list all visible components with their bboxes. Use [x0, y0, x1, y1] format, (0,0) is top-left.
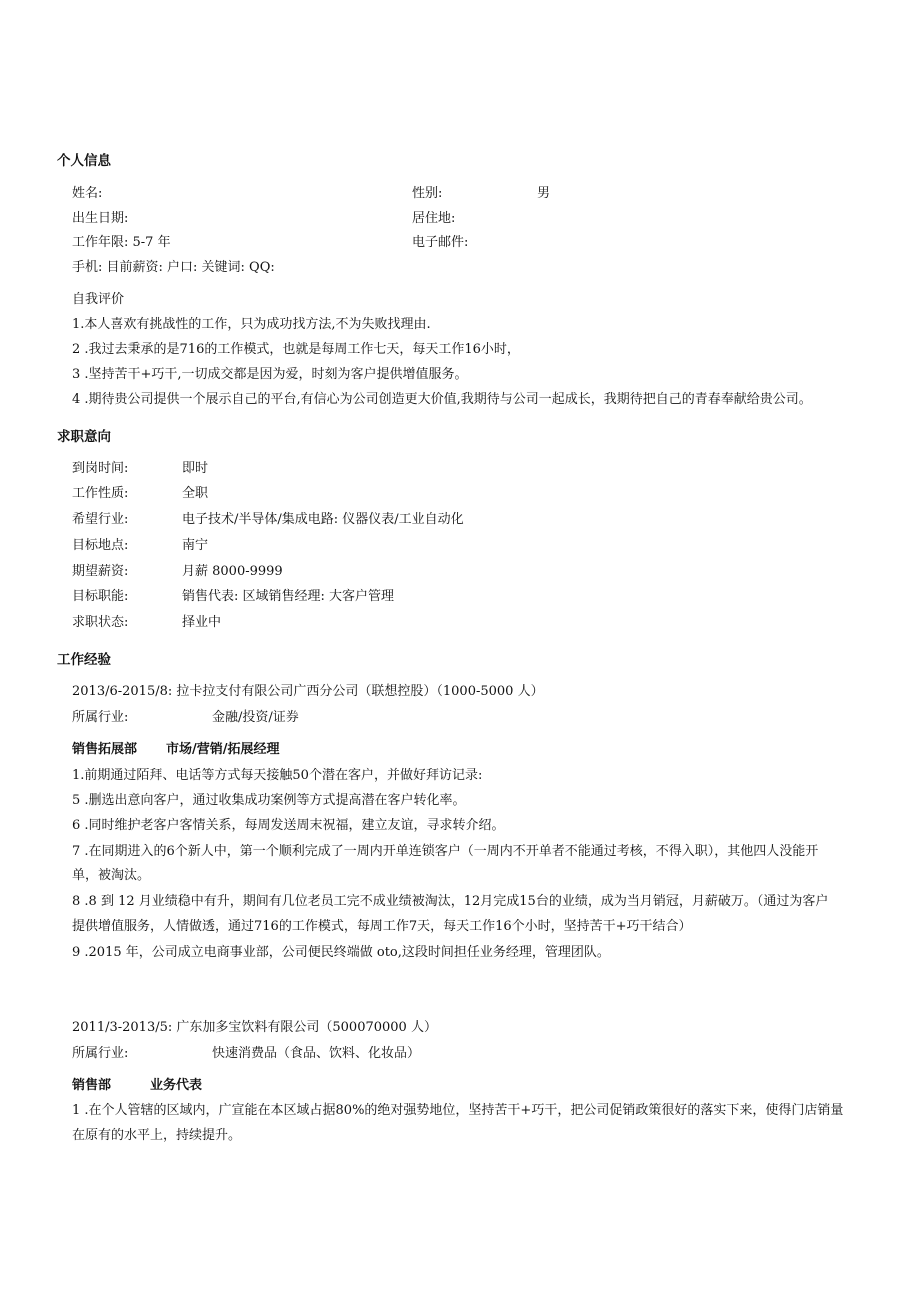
- self-eval-line: 3 .坚持苦干+巧干,一切成交都是因为爱，时刻为客户提供增值服务。: [72, 367, 468, 382]
- section-heading-intention: 求职意向: [57, 429, 111, 445]
- self-eval-line: 4 .期待贵公司提供一个展示自己的平台,有信心为公司创造更大价值,我期待与公司一起成长，我期待把自己的青春奉献给贵公司。: [72, 392, 812, 407]
- contact-line: 手机: 目前薪资: 户口: 关键词: QQ:: [72, 260, 275, 275]
- intention-label: 目标地点:: [72, 538, 129, 553]
- intention-label: 工作性质:: [72, 486, 129, 501]
- intention-label: 求职状态:: [72, 615, 129, 630]
- job1-dept: 销售拓展部: [72, 742, 138, 757]
- intention-value: 南宁: [182, 538, 209, 553]
- intention-value: 择业中: [182, 615, 222, 630]
- job2-dept: 销售部: [72, 1078, 112, 1093]
- gender-value: 男: [537, 186, 551, 201]
- job1-line: 5 .删选出意向客户，通过收集成功案例等方式提高潜在客户转化率。: [72, 793, 466, 808]
- self-eval-heading: 自我评价: [72, 292, 125, 307]
- intention-value: 月薪 8000-9999: [182, 564, 283, 579]
- birth-label: 出生日期:: [72, 211, 129, 226]
- self-eval-line: 1.本人喜欢有挑战性的工作，只为成功找方法,不为失败找理由.: [72, 317, 431, 332]
- intention-value: 销售代表: 区域销售经理: 大客户管理: [182, 589, 395, 604]
- intention-value: 电子技术/半导体/集成电路: 仪器仪表/工业自动化: [182, 512, 464, 527]
- job1-line: 9 .2015 年，公司成立电商事业部，公司便民终端做 oto,这段时间担任业务经理，管理团队。: [72, 945, 610, 960]
- job1-line: 1.前期通过陌拜、电话等方式每天接触50个潜在客户，并做好拜访记录:: [72, 768, 483, 783]
- job1-line: 单，被淘汰。: [72, 868, 151, 883]
- job2-industry-value: 快速消费品（食品、饮料、化妆品）: [212, 1046, 421, 1061]
- job1-line: 7 .在同期进入的6个新人中，第一个顺利完成了一周内开单连锁客户（一周内不开单者不能通过考核，不得入职），其他四人没能开: [72, 844, 819, 859]
- intention-label: 希望行业:: [72, 512, 129, 527]
- intention-label: 期望薪资:: [72, 564, 129, 579]
- self-eval-line: 2 .我过去秉承的是716的工作模式，也就是每周工作七天，每天工作16小时，: [72, 342, 520, 357]
- years-label: 工作年限: 5-7 年: [72, 235, 171, 250]
- job1-industry-label: 所属行业:: [72, 710, 129, 725]
- residence-label: 居住地:: [412, 211, 456, 226]
- job1-line: 6 .同时维护老客户客情关系，每周发送周末祝福，建立友谊，寻求转介绍。: [72, 818, 505, 833]
- section-heading-experience: 工作经验: [57, 652, 111, 668]
- intention-label: 目标职能:: [72, 589, 129, 604]
- job2-line: 在原有的水平上，持续提升。: [72, 1128, 242, 1143]
- intention-value: 全职: [182, 486, 209, 501]
- job2-period: 2011/3-2013/5: 广东加多宝饮料有限公司（500070000 人）: [72, 1020, 437, 1035]
- job1-position: 市场/营销/拓展经理: [166, 742, 280, 757]
- job1-line: 8 .8 到 12 月业绩稳中有升，期间有几位老员工完不成业绩被淘汰，12月完成15台的业绩，成为当月销冠，月薪破万。（通过为客户: [72, 894, 829, 909]
- job2-position: 业务代表: [150, 1078, 203, 1093]
- email-label: 电子邮件:: [412, 235, 469, 250]
- name-label: 姓名:: [72, 186, 103, 201]
- job2-line: 1 .在个人管辖的区域内，广宣能在本区域占据80%的绝对强势地位，坚持苦干+巧干，把公司促销政策很好的落实下来，使得门店销量: [72, 1103, 844, 1118]
- job1-line: 提供增值服务，人情做透，通过716的工作模式，每周工作7天，每天工作16个小时，坚持苦干+巧干结合）: [72, 919, 692, 934]
- job1-industry-value: 金融/投资/证券: [212, 710, 299, 725]
- gender-label: 性别:: [412, 186, 443, 201]
- intention-label: 到岗时间:: [72, 461, 129, 476]
- intention-value: 即时: [182, 461, 209, 476]
- section-heading-personal: 个人信息: [57, 153, 111, 169]
- job1-period: 2013/6-2015/8: 拉卡拉支付有限公司广西分公司（联想控股）（1000-5000 人）: [72, 684, 544, 699]
- job2-industry-label: 所属行业:: [72, 1046, 129, 1061]
